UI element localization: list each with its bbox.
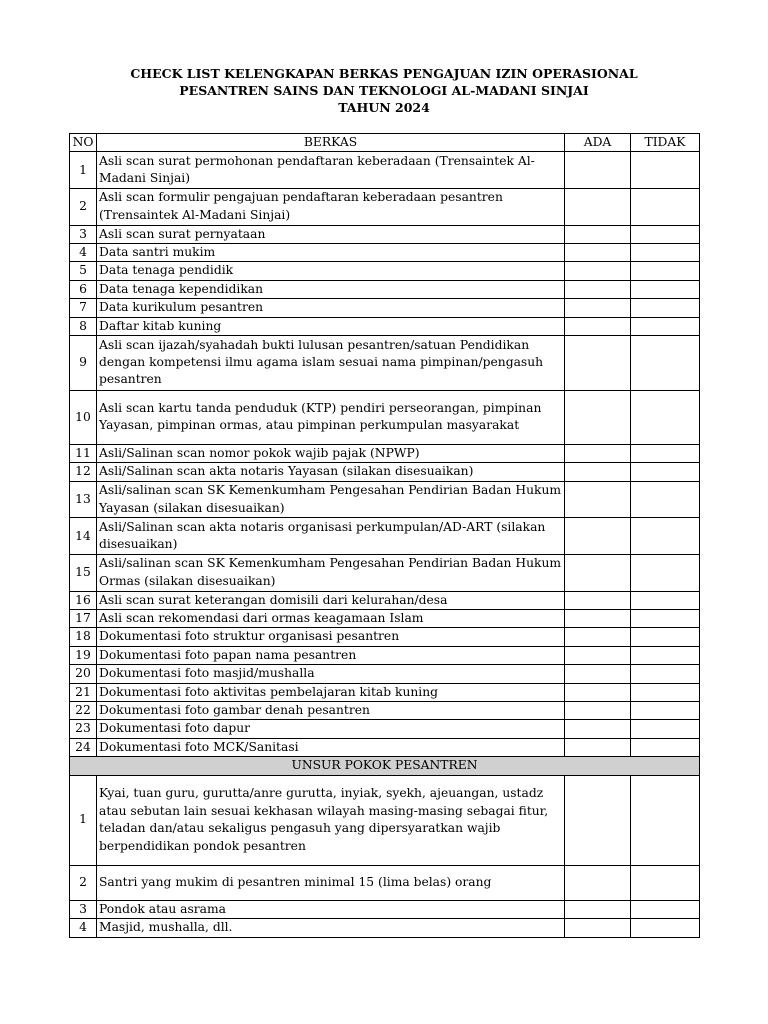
tidak-checkbox-cell[interactable]	[631, 720, 700, 738]
ada-checkbox-cell[interactable]	[565, 336, 631, 391]
ada-checkbox-cell[interactable]	[565, 738, 631, 756]
ada-checkbox-cell[interactable]	[565, 463, 631, 481]
ada-checkbox-cell[interactable]	[565, 317, 631, 335]
row-berkas: Asli scan kartu tanda penduduk (KTP) pendiri perseorangan, pimpinan Yayasan, pimpinan ormas, atau pimpinan perkumpulan masyarakat	[97, 390, 565, 445]
tidak-checkbox-cell[interactable]	[631, 775, 700, 865]
row-number: 23	[70, 720, 97, 738]
ada-checkbox-cell[interactable]	[565, 665, 631, 683]
tidak-checkbox-cell[interactable]	[631, 919, 700, 937]
tidak-checkbox-cell[interactable]	[631, 518, 700, 555]
table-row	[70, 317, 700, 335]
tidak-checkbox-cell[interactable]	[631, 152, 700, 189]
table-row	[70, 390, 700, 445]
tidak-checkbox-cell[interactable]	[631, 900, 700, 918]
section-header-row	[70, 757, 700, 775]
row-berkas: Santri yang mukim di pesantren minimal 15 (lima belas) orang	[97, 865, 565, 900]
tidak-checkbox-cell[interactable]	[631, 262, 700, 280]
ada-checkbox-cell[interactable]	[565, 152, 631, 189]
row-berkas: Dokumentasi foto struktur organisasi pesantren	[97, 628, 565, 646]
section-table-row	[70, 775, 700, 865]
row-berkas: Daftar kitab kuning	[97, 317, 565, 335]
table-row	[70, 481, 700, 518]
table-row	[70, 646, 700, 664]
table-row	[70, 280, 700, 298]
row-berkas: Asli/Salinan scan akta notaris organisasi perkumpulan/AD-ART (silakan disesuaikan)	[97, 518, 565, 555]
tidak-checkbox-cell[interactable]	[631, 463, 700, 481]
row-number: 24	[70, 738, 97, 756]
row-berkas: Data tenaga kependidikan	[97, 280, 565, 298]
row-number: 13	[70, 481, 97, 518]
checklist-table	[69, 133, 700, 938]
header-berkas: BERKAS	[97, 134, 565, 152]
row-berkas: Asli/Salinan scan nomor pokok wajib pajak (NPWP)	[97, 445, 565, 463]
row-number: 4	[70, 919, 97, 937]
table-row	[70, 702, 700, 720]
row-berkas: Data kurikulum pesantren	[97, 299, 565, 317]
tidak-checkbox-cell[interactable]	[631, 683, 700, 701]
tidak-checkbox-cell[interactable]	[631, 317, 700, 335]
row-number: 3	[70, 900, 97, 918]
ada-checkbox-cell[interactable]	[565, 683, 631, 701]
table-row	[70, 189, 700, 226]
ada-checkbox-cell[interactable]	[565, 225, 631, 243]
row-number: 19	[70, 646, 97, 664]
ada-checkbox-cell[interactable]	[565, 628, 631, 646]
row-berkas: Asli/salinan scan SK Kemenkumham Pengesahan Pendirian Badan Hukum Ormas (silakan disesuaikan)	[97, 555, 565, 592]
tidak-checkbox-cell[interactable]	[631, 628, 700, 646]
tidak-checkbox-cell[interactable]	[631, 244, 700, 262]
table-row	[70, 463, 700, 481]
tidak-checkbox-cell[interactable]	[631, 280, 700, 298]
row-berkas: Dokumentasi foto gambar denah pesantren	[97, 702, 565, 720]
table-row	[70, 665, 700, 683]
document-title-line-2: PESANTREN SAINS DAN TEKNOLOGI AL-MADANI SINJAI	[179, 83, 589, 98]
tidak-checkbox-cell[interactable]	[631, 299, 700, 317]
row-berkas: Masjid, mushalla, dll.	[97, 919, 565, 937]
table-row	[70, 336, 700, 391]
row-number: 16	[70, 591, 97, 609]
tidak-checkbox-cell[interactable]	[631, 738, 700, 756]
row-berkas: Asli/Salinan scan akta notaris Yayasan (silakan disesuaikan)	[97, 463, 565, 481]
table-row	[70, 555, 700, 592]
row-number: 9	[70, 336, 97, 391]
tidak-checkbox-cell[interactable]	[631, 189, 700, 226]
row-number: 6	[70, 280, 97, 298]
row-number: 20	[70, 665, 97, 683]
row-berkas: Dokumentasi foto masjid/mushalla	[97, 665, 565, 683]
row-berkas: Data santri mukim	[97, 244, 565, 262]
row-number: 2	[70, 865, 97, 900]
row-berkas: Dokumentasi foto MCK/Sanitasi	[97, 738, 565, 756]
row-number: 1	[70, 775, 97, 865]
row-number: 22	[70, 702, 97, 720]
row-berkas: Dokumentasi foto papan nama pesantren	[97, 646, 565, 664]
document-title-line-1: CHECK LIST KELENGKAPAN BERKAS PENGAJUAN IZIN OPERASIONAL	[130, 66, 638, 81]
ada-checkbox-cell[interactable]	[565, 280, 631, 298]
row-number: 11	[70, 445, 97, 463]
table-row	[70, 738, 700, 756]
ada-checkbox-cell[interactable]	[565, 591, 631, 609]
ada-checkbox-cell[interactable]	[565, 919, 631, 937]
tidak-checkbox-cell[interactable]	[631, 445, 700, 463]
tidak-checkbox-cell[interactable]	[631, 610, 700, 628]
table-row	[70, 518, 700, 555]
tidak-checkbox-cell[interactable]	[631, 336, 700, 391]
table-row	[70, 152, 700, 189]
table-row	[70, 225, 700, 243]
row-number: 2	[70, 189, 97, 226]
tidak-checkbox-cell[interactable]	[631, 390, 700, 445]
ada-checkbox-cell[interactable]	[565, 189, 631, 226]
row-number: 15	[70, 555, 97, 592]
row-number: 3	[70, 225, 97, 243]
row-berkas: Data tenaga pendidik	[97, 262, 565, 280]
tidak-checkbox-cell[interactable]	[631, 555, 700, 592]
ada-checkbox-cell[interactable]	[565, 555, 631, 592]
header-tidak: TIDAK	[631, 134, 700, 152]
ada-checkbox-cell[interactable]	[565, 646, 631, 664]
table-row	[70, 244, 700, 262]
table-row	[70, 628, 700, 646]
ada-checkbox-cell[interactable]	[565, 518, 631, 555]
section-table-row	[70, 919, 700, 937]
ada-checkbox-cell[interactable]	[565, 702, 631, 720]
table-header-row	[70, 134, 700, 152]
row-berkas: Kyai, tuan guru, gurutta/anre gurutta, inyiak, syekh, ajeuangan, ustadz atau sebutan lain sesuai kekhasan wilayah masing-masing sebagai fitur, teladan dan/atau sekaligus pengasuh yang dipersyaratkan wajib berpendidikan pondok pesantren	[97, 775, 565, 865]
table-row	[70, 683, 700, 701]
ada-checkbox-cell[interactable]	[565, 720, 631, 738]
ada-checkbox-cell[interactable]	[565, 390, 631, 445]
row-berkas: Asli/salinan scan SK Kemenkumham Pengesahan Pendirian Badan Hukum Yayasan (silakan disesuaikan)	[97, 481, 565, 518]
ada-checkbox-cell[interactable]	[565, 775, 631, 865]
table-row	[70, 720, 700, 738]
row-berkas: Asli scan surat permohonan pendaftaran keberadaan (Trensaintek Al-Madani Sinjai)	[97, 152, 565, 189]
row-number: 18	[70, 628, 97, 646]
header-ada: ADA	[565, 134, 631, 152]
section-title: UNSUR POKOK PESANTREN	[70, 757, 700, 775]
document-title-line-3: TAHUN 2024	[338, 100, 430, 115]
row-number: 17	[70, 610, 97, 628]
table-row	[70, 299, 700, 317]
header-no: NO	[70, 134, 97, 152]
row-number: 4	[70, 244, 97, 262]
row-berkas: Asli scan surat pernyataan	[97, 225, 565, 243]
ada-checkbox-cell[interactable]	[565, 244, 631, 262]
row-number: 21	[70, 683, 97, 701]
table-row	[70, 445, 700, 463]
ada-checkbox-cell[interactable]	[565, 445, 631, 463]
row-berkas: Asli scan rekomendasi dari ormas keagamaan Islam	[97, 610, 565, 628]
ada-checkbox-cell[interactable]	[565, 610, 631, 628]
row-number: 1	[70, 152, 97, 189]
tidak-checkbox-cell[interactable]	[631, 865, 700, 900]
row-berkas: Asli scan surat keterangan domisili dari kelurahan/desa	[97, 591, 565, 609]
checklist-body	[70, 152, 700, 937]
row-berkas: Dokumentasi foto aktivitas pembelajaran kitab kuning	[97, 683, 565, 701]
row-berkas: Asli scan formulir pengajuan pendaftaran keberadaan pesantren (Trensaintek Al-Madani Sinjai)	[97, 189, 565, 226]
tidak-checkbox-cell[interactable]	[631, 481, 700, 518]
row-number: 5	[70, 262, 97, 280]
section-table-row	[70, 865, 700, 900]
row-number: 7	[70, 299, 97, 317]
row-number: 8	[70, 317, 97, 335]
row-berkas: Pondok atau asrama	[97, 900, 565, 918]
ada-checkbox-cell[interactable]	[565, 262, 631, 280]
tidak-checkbox-cell[interactable]	[631, 591, 700, 609]
section-table-row	[70, 900, 700, 918]
row-number: 12	[70, 463, 97, 481]
table-row	[70, 610, 700, 628]
tidak-checkbox-cell[interactable]	[631, 646, 700, 664]
tidak-checkbox-cell[interactable]	[631, 665, 700, 683]
ada-checkbox-cell[interactable]	[565, 900, 631, 918]
row-berkas: Asli scan ijazah/syahadah bukti lulusan pesantren/satuan Pendidikan dengan kompetensi ilmu agama islam sesuai nama pimpinan/pengasuh pesantren	[97, 336, 565, 391]
ada-checkbox-cell[interactable]	[565, 865, 631, 900]
row-number: 14	[70, 518, 97, 555]
table-row	[70, 262, 700, 280]
row-berkas: Dokumentasi foto dapur	[97, 720, 565, 738]
row-number: 10	[70, 390, 97, 445]
ada-checkbox-cell[interactable]	[565, 481, 631, 518]
ada-checkbox-cell[interactable]	[565, 299, 631, 317]
tidak-checkbox-cell[interactable]	[631, 702, 700, 720]
table-row	[70, 591, 700, 609]
tidak-checkbox-cell[interactable]	[631, 225, 700, 243]
